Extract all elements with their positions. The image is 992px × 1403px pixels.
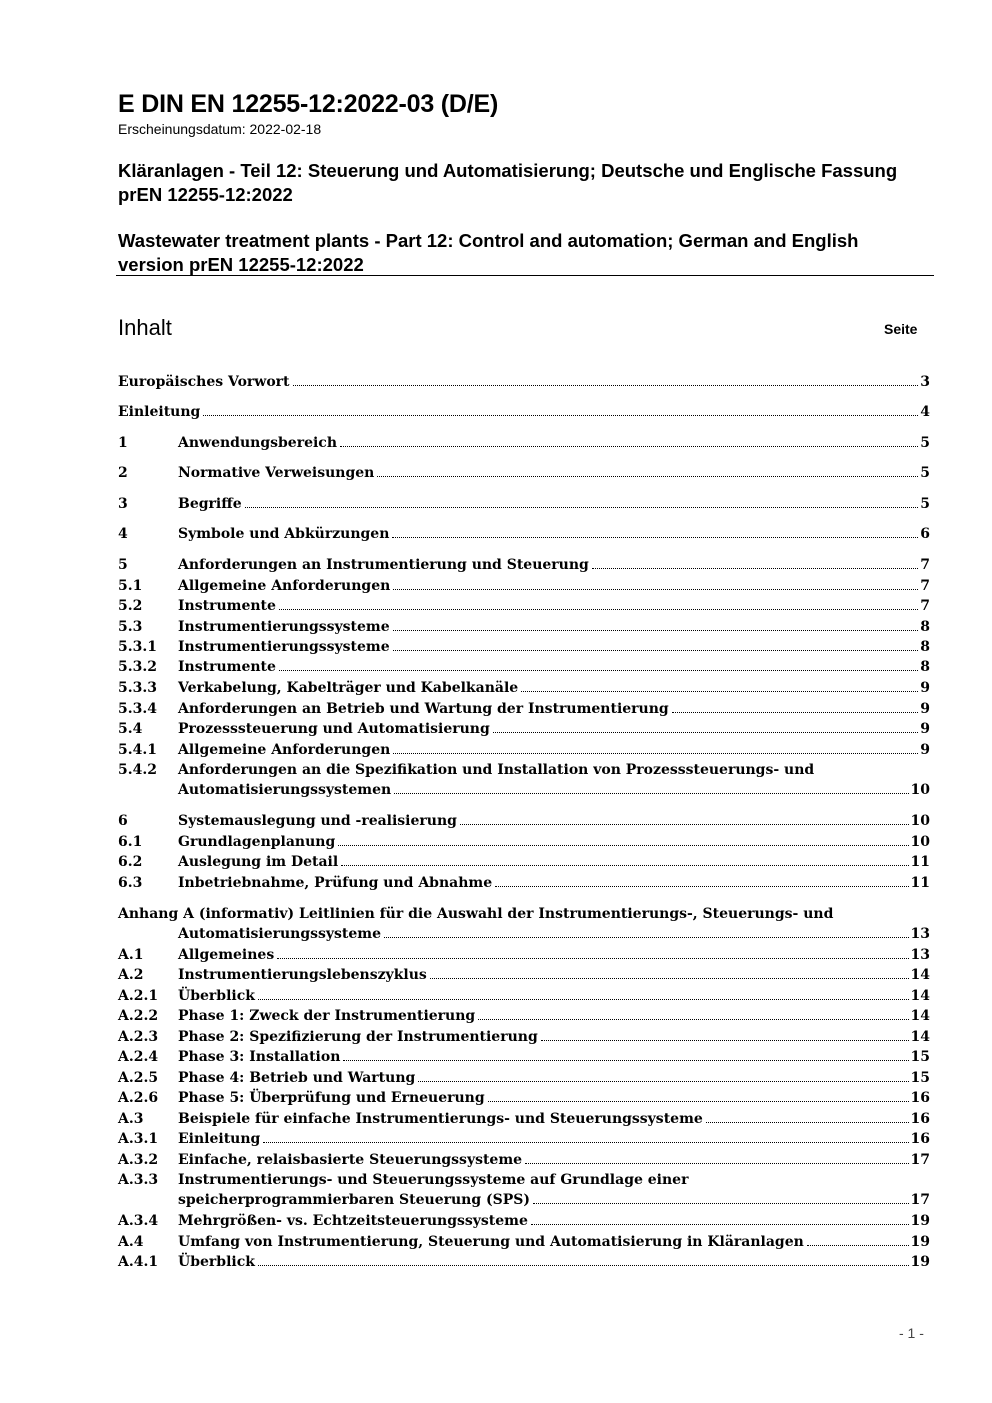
toc-entry-number: A.3.4 xyxy=(118,1213,159,1229)
toc-entry-title: Instrumentierungssysteme xyxy=(178,619,390,635)
toc-entry-number: 5.4.2 xyxy=(118,762,157,778)
toc-entry[interactable] xyxy=(118,1129,930,1149)
toc-entry-number: 4 xyxy=(118,526,128,542)
toc-entry-number: A.2.5 xyxy=(118,1070,159,1086)
toc-entry-title: Grundlagenplanung xyxy=(178,834,336,850)
toc-entry-leader xyxy=(393,637,919,651)
toc-entry-leader xyxy=(279,657,918,671)
toc-entry-title: Verkabelung, Kabelträger und Kabelkanäle xyxy=(178,680,519,696)
toc-entry-number: A.2.1 xyxy=(118,988,159,1004)
toc-entry-page: 7 xyxy=(920,557,930,573)
toc-entry-leader xyxy=(393,617,919,631)
toc-entry[interactable] xyxy=(118,945,930,965)
toc-entry[interactable] xyxy=(118,1027,930,1047)
toc-entry-leader xyxy=(531,1211,909,1225)
toc-entry-page: 5 xyxy=(920,496,930,512)
toc-entry-number: 6.3 xyxy=(118,875,143,891)
toc-entry-title: Einleitung xyxy=(178,1131,261,1147)
toc-page-label: Seite xyxy=(884,321,918,337)
toc-entry-leader xyxy=(807,1232,909,1246)
toc-entry-page: 7 xyxy=(920,598,930,614)
toc-entry-leader xyxy=(706,1109,909,1123)
toc-entry-continuation[interactable] xyxy=(118,1190,930,1210)
toc-entry-title: Anwendungsbereich xyxy=(178,435,337,451)
toc-entry-leader xyxy=(340,433,918,447)
toc-entry[interactable] xyxy=(118,555,930,575)
toc-entry-title: Instrumente xyxy=(178,598,276,614)
toc-entry-title: Umfang von Instrumentierung, Steuerung und Automatisierung in Kläranlagen xyxy=(178,1234,804,1250)
toc-entry-title: Allgemeine Anforderungen xyxy=(178,578,391,594)
toc-entry-page: 15 xyxy=(910,1049,930,1065)
toc-entry[interactable] xyxy=(118,852,930,872)
toc-entry-number: 2 xyxy=(118,465,128,481)
toc-entry-number: A.4 xyxy=(118,1234,144,1250)
toc-entry-leader xyxy=(393,740,918,754)
toc-entry[interactable] xyxy=(118,1232,930,1252)
toc-entry-page: 8 xyxy=(920,659,930,675)
toc-entry[interactable] xyxy=(118,832,930,852)
toc-entry[interactable] xyxy=(118,1211,930,1231)
toc-entry-title: Einleitung xyxy=(118,404,201,420)
toc-entry-page: 17 xyxy=(910,1192,930,1208)
toc-entry-title: Allgemeines xyxy=(178,947,275,963)
toc-entry[interactable] xyxy=(118,1252,930,1272)
toc-entry-title: Phase 5: Überprüfung und Erneuerung xyxy=(178,1090,485,1106)
toc-entry-number: 5.3.2 xyxy=(118,659,157,675)
toc-entry-leader xyxy=(258,1252,909,1266)
toc-entry[interactable] xyxy=(118,433,930,453)
toc-entry-page: 5 xyxy=(920,435,930,451)
toc-entry[interactable] xyxy=(118,1170,930,1190)
toc-entry-number: A.1 xyxy=(118,947,144,963)
toc-entry-leader xyxy=(493,719,918,733)
toc-entry[interactable] xyxy=(118,596,930,616)
toc-entry-leader xyxy=(672,699,919,713)
toc-entry[interactable] xyxy=(118,1068,930,1088)
toc-entry-title: Phase 1: Zweck der Instrumentierung xyxy=(178,1008,476,1024)
toc-entry-leader xyxy=(258,986,909,1000)
toc-entry-title: Anforderungen an die Spezifikation und Installation von Prozesssteuerungs- und xyxy=(178,762,815,778)
toc-entry-leader xyxy=(488,1088,909,1102)
toc-entry-leader xyxy=(343,1047,908,1061)
toc-entry[interactable] xyxy=(118,524,930,544)
toc-entry-title: Symbole und Abkürzungen xyxy=(178,526,390,542)
toc-entry-page: 13 xyxy=(910,926,930,942)
toc-entry-continuation[interactable] xyxy=(118,924,930,944)
toc-entry-title: Überblick xyxy=(178,988,255,1004)
toc-entry-number: 5 xyxy=(118,557,128,573)
toc-entry-title: Inbetriebnahme, Prüfung und Abnahme xyxy=(178,875,493,891)
toc-entry[interactable] xyxy=(118,873,930,893)
toc-entry-page: 13 xyxy=(910,947,930,963)
toc-entry-page: 16 xyxy=(910,1111,930,1127)
toc-entry-page: 19 xyxy=(910,1213,930,1229)
toc-entry-page: 14 xyxy=(910,967,930,983)
toc-entry-leader xyxy=(525,1150,908,1164)
title-german: Kläranlagen - Teil 12: Steuerung und Automatisierung; Deutsche und Englische Fassung prEN 12255-12:2022 xyxy=(118,160,898,205)
publication-date: Erscheinungsdatum: 2022-02-18 xyxy=(118,121,322,137)
toc-entry-number: A.2.6 xyxy=(118,1090,159,1106)
page-number: - 1 - xyxy=(899,1325,924,1341)
toc-entry[interactable] xyxy=(118,1150,930,1170)
toc-entry-leader xyxy=(293,372,919,386)
toc-entry-leader xyxy=(203,402,918,416)
toc-entry-number: 5.4 xyxy=(118,721,143,737)
toc-entry-page: 17 xyxy=(910,1152,930,1168)
toc-entry-title: Allgemeine Anforderungen xyxy=(178,742,391,758)
toc-entry-leader xyxy=(541,1027,909,1041)
toc-entry-leader xyxy=(430,965,909,979)
toc-entry-leader xyxy=(277,945,908,959)
toc-entry-title: Europäisches Vorwort xyxy=(118,374,290,390)
toc-entry-leader xyxy=(592,555,918,569)
toc-entry-title: Überblick xyxy=(178,1254,255,1270)
toc-entry-title: Mehrgrößen- vs. Echtzeitsteuerungssysteme xyxy=(178,1213,528,1229)
toc-entry-title: Instrumentierungslebenszyklus xyxy=(178,967,427,983)
toc-entry-title: Automatisierungssystemen xyxy=(178,782,392,798)
toc-entry-title: speicherprogrammierbaren Steuerung (SPS) xyxy=(178,1192,531,1208)
toc-entry-page: 6 xyxy=(920,526,930,542)
toc-entry[interactable] xyxy=(118,637,930,657)
toc-entry-page: 10 xyxy=(910,813,930,829)
toc-entry-page: 11 xyxy=(910,875,930,891)
toc-entry-title: Phase 3: Installation xyxy=(178,1049,341,1065)
toc-entry[interactable] xyxy=(118,1088,930,1108)
toc-entry-title: Beispiele für einfache Instrumentierungs- und Steuerungssysteme xyxy=(178,1111,703,1127)
toc-entry-leader xyxy=(460,811,909,825)
toc-entry-leader xyxy=(393,576,918,590)
toc-entry-number: A.2 xyxy=(118,967,144,983)
toc-entry-number: A.2.3 xyxy=(118,1029,159,1045)
toc-entry-leader xyxy=(533,1190,909,1204)
toc-entry-title: Auslegung im Detail xyxy=(178,854,339,870)
toc-entry[interactable] xyxy=(118,576,930,596)
toc-entry-leader xyxy=(394,780,908,794)
toc-entry-title: Instrumente xyxy=(178,659,276,675)
toc-entry-number: A.2.4 xyxy=(118,1049,159,1065)
toc-entry[interactable] xyxy=(118,740,930,760)
toc-entry[interactable] xyxy=(118,760,930,780)
toc-entry-number: 5.3.3 xyxy=(118,680,157,696)
toc-entry-page: 15 xyxy=(910,1070,930,1086)
toc-entry-continuation[interactable] xyxy=(118,780,930,800)
toc-entry-number: 5.3.4 xyxy=(118,701,157,717)
toc-entry-page: 9 xyxy=(920,701,930,717)
toc-entry-page: 10 xyxy=(910,834,930,850)
toc-entry-page: 14 xyxy=(910,988,930,1004)
toc-entry-number: 3 xyxy=(118,496,128,512)
toc-entry[interactable] xyxy=(118,1047,930,1067)
toc-entry-number: 1 xyxy=(118,435,128,451)
toc-entry-page: 9 xyxy=(920,680,930,696)
toc-entry-page: 4 xyxy=(920,404,930,420)
toc-entry-leader xyxy=(263,1129,908,1143)
toc-entry-page: 10 xyxy=(910,782,930,798)
toc-entry[interactable] xyxy=(118,965,930,985)
toc-entry[interactable] xyxy=(118,699,930,719)
toc-entry-leader xyxy=(377,463,918,477)
toc-entry-page: 14 xyxy=(910,1029,930,1045)
toc-entry-title: Einfache, relaisbasierte Steuerungssysteme xyxy=(178,1152,523,1168)
toc-entry-page: 14 xyxy=(910,1008,930,1024)
toc-entry-page: 9 xyxy=(920,742,930,758)
toc-entry-number: A.2.2 xyxy=(118,1008,159,1024)
toc-entry-title: Prozesssteuerung und Automatisierung xyxy=(178,721,490,737)
toc-entry-title: Automatisierungssysteme xyxy=(178,926,382,942)
toc-entry-leader xyxy=(392,524,918,538)
toc-entry-leader xyxy=(478,1006,908,1020)
toc-entry-page: 8 xyxy=(920,619,930,635)
toc-entry-number: 5.3 xyxy=(118,619,143,635)
toc-entry-leader xyxy=(338,832,908,846)
toc-entry-title: Anforderungen an Instrumentierung und Steuerung xyxy=(178,557,589,573)
toc-entry-title: Phase 4: Betrieb und Wartung xyxy=(178,1070,416,1086)
toc-entry-number: A.3.1 xyxy=(118,1131,159,1147)
toc-entry[interactable] xyxy=(118,372,930,392)
toc-entry-leader xyxy=(279,596,918,610)
toc-entry-title: Systemauslegung und -realisierung xyxy=(178,813,457,829)
toc-entry-number: 5.1 xyxy=(118,578,143,594)
toc-entry-title: Anhang A (informativ) Leitlinien für die Auswahl der Instrumentierungs-, Steuerungs- und xyxy=(118,906,834,922)
toc-entry-number: 5.2 xyxy=(118,598,143,614)
toc-entry[interactable] xyxy=(118,1006,930,1026)
toc-entry-title: Phase 2: Spezifizierung der Instrumentierung xyxy=(178,1029,538,1045)
toc-entry-leader xyxy=(521,678,918,692)
toc-entry-title: Begriffe xyxy=(178,496,242,512)
toc-entry[interactable] xyxy=(118,494,930,514)
toc-entry[interactable] xyxy=(118,1109,930,1129)
toc-entry-title: Anforderungen an Betrieb und Wartung der Instrumentierung xyxy=(178,701,669,717)
toc-entry[interactable] xyxy=(118,657,930,677)
toc-entry-page: 8 xyxy=(920,639,930,655)
toc-entry[interactable] xyxy=(118,402,930,422)
toc-entry[interactable] xyxy=(118,678,930,698)
document-id: E DIN EN 12255-12:2022-03 (D/E) xyxy=(118,90,499,118)
toc-heading: Inhalt xyxy=(118,315,172,340)
toc-entry-page: 9 xyxy=(920,721,930,737)
toc-entry-page: 7 xyxy=(920,578,930,594)
toc-entry-leader xyxy=(384,924,908,938)
toc-entry-title: Instrumentierungssysteme xyxy=(178,639,390,655)
toc-entry-page: 11 xyxy=(910,854,930,870)
toc-entry-page: 16 xyxy=(910,1131,930,1147)
toc-entry-title: Normative Verweisungen xyxy=(178,465,375,481)
toc-entry-page: 16 xyxy=(910,1090,930,1106)
toc-entry-leader xyxy=(341,852,908,866)
header-divider xyxy=(116,275,934,276)
toc-entry-number: 6.1 xyxy=(118,834,143,850)
toc-entry[interactable] xyxy=(118,811,930,831)
toc-entry-leader xyxy=(245,494,919,508)
toc-entry[interactable] xyxy=(118,463,930,483)
toc-entry-number: 5.3.1 xyxy=(118,639,157,655)
toc-entry-number: A.3 xyxy=(118,1111,144,1127)
toc-entry-number: 5.4.1 xyxy=(118,742,157,758)
toc-entry[interactable] xyxy=(118,986,930,1006)
title-english: Wastewater treatment plants - Part 12: Control and automation; German and English version prEN 12255-12:2022 xyxy=(118,230,859,275)
toc-entry-leader xyxy=(495,873,908,887)
toc-entry-page: 19 xyxy=(910,1234,930,1250)
toc-entry[interactable] xyxy=(118,719,930,739)
toc-entry[interactable] xyxy=(118,617,930,637)
toc-entry-number: A.4.1 xyxy=(118,1254,159,1270)
toc-entry-number: A.3.2 xyxy=(118,1152,159,1168)
toc-entry-title: Instrumentierungs- und Steuerungssysteme auf Grundlage einer xyxy=(178,1172,689,1188)
toc-entry-number: 6 xyxy=(118,813,128,829)
toc-entry-page: 19 xyxy=(910,1254,930,1270)
toc-entry-page: 5 xyxy=(920,465,930,481)
toc-entry-number: 6.2 xyxy=(118,854,143,870)
toc-entry-page: 3 xyxy=(920,374,930,390)
toc-entry-number: A.3.3 xyxy=(118,1172,159,1188)
toc-entry[interactable] xyxy=(118,904,930,924)
toc-entry-leader xyxy=(418,1068,908,1082)
